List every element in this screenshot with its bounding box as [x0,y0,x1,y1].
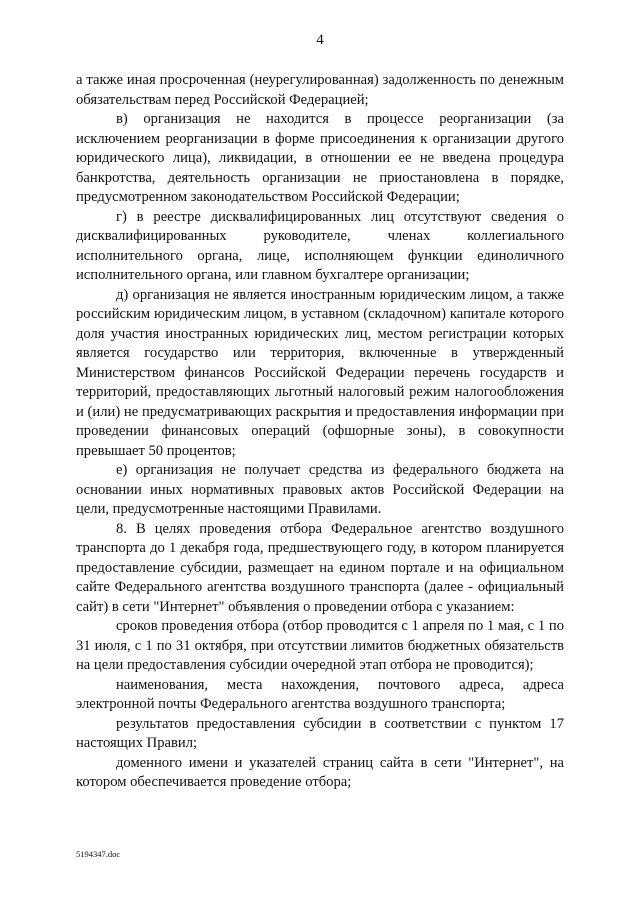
page-number: 4 [316,32,324,48]
document-body [76,71,564,793]
paragraph-selection-deadlines: сроков проведения отбора (отбор проводится с 1 апреля по 1 мая, с 1 по 31 июля, с 1 по 31 октября, при отсутствии лимитов бюджетных обязательств на цели предоставления субсидии очередной этап отбора не проводится); [76,618,564,673]
paragraph-item-g: г) в реестре дисквалифицированных лиц отсутствуют сведения о дисквалифицированных руководителе, членах коллегиального исполнительного органа, лице, исполняющем функции единоличного исполнительного органа, или главном бухгалтере организации; [76,208,564,283]
paragraph-subsidy-results: результатов предоставления субсидии в соответствии с пунктом 17 настоящих Правил; [76,715,564,751]
paragraph-agency-contacts: наименования, места нахождения, почтового адреса, адреса электронной почты Федерального агентства воздушного транспорта; [76,676,564,712]
paragraph-continuation: а также иная просроченная (неурегулированная) задолженность по денежным обязательствам перед Российской Федерацией; [76,72,564,108]
paragraph-section-8: 8. В целях проведения отбора Федеральное агентство воздушного транспорта до 1 декабря года, предшествующего году, в котором планируется предоставление субсидии, размещает на едином портале и на официальном сайте Федерального агентства воздушного транспорта (далее - официальный сайт) в сети "Интернет" объявления о проведении отбора с указанием: [76,520,564,615]
paragraph-item-d: д) организация не является иностранным юридическим лицом, а также российским юридическим лицом, в уставном (складочном) капитале которого доля участия иностранных юридических лиц, местом регистрации которых является государство или территория, включенные в утвержденный Министерством финансов Российской Федерации перечень государств и территорий, предоставляющих льготный налоговый режим налогообложения и (или) не предусматривающих раскрытия и предоставления информации при проведении финансовых операций (офшорные зоны), в совокупности превышает 50 процентов; [76,286,564,459]
paragraph-domain-name: доменного имени и указателей страниц сайта в сети "Интернет", на котором обеспечивается проведение отбора; [76,754,564,790]
paragraph-item-v: в) организация не находится в процессе реорганизации (за исключением реорганизации в форме присоединения к организации другого юридического лица), ликвидации, в отношении ее не введена процедура банкротства, деятельность организации не приостановлена в порядке, предусмотренном законодательством Российской Федерации; [76,111,564,205]
document-file-name: 5194347.doc [76,849,121,859]
paragraph-item-e: е) организация не получает средства из федерального бюджета на основании иных нормативных правовых актов Российской Федерации на цели, предусмотренные настоящими Правилами. [76,462,564,517]
